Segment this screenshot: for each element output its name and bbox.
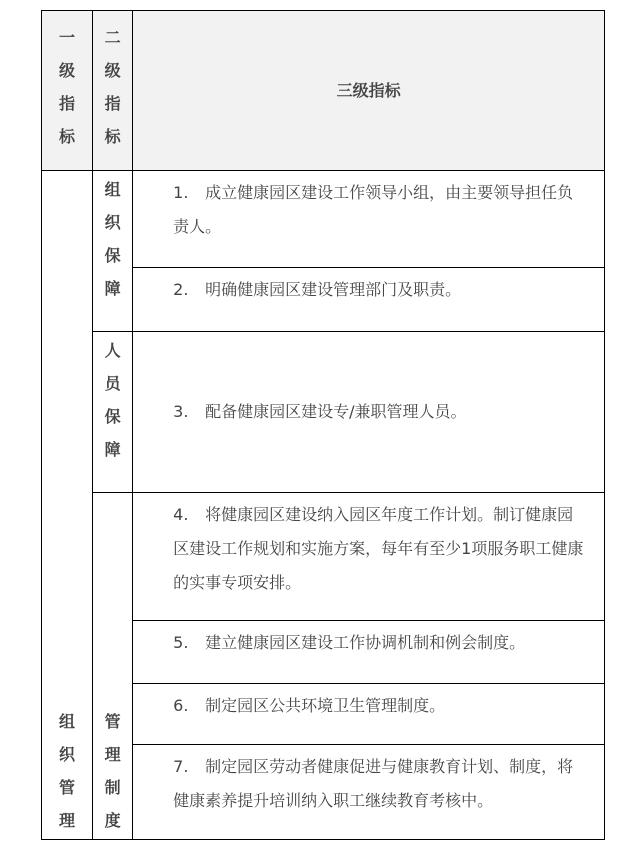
item-cell: 1. 成立健康园区建设工作领导小组，由主要领导担任负责人。 bbox=[133, 171, 605, 268]
item-cell: 5. 建立健康园区建设工作协调机制和例会制度。 bbox=[133, 621, 605, 684]
level2-cell: 组织保障 bbox=[93, 171, 133, 332]
table-row bbox=[42, 332, 605, 493]
item-cell: 3. 配备健康园区建设专/兼职管理人员。 bbox=[133, 332, 605, 493]
indicator-table bbox=[41, 10, 605, 840]
table-header-row bbox=[42, 11, 605, 171]
header-level2: 二级指标 bbox=[93, 11, 133, 171]
item-cell: 6. 制定园区公共环境卫生管理制度。 bbox=[133, 684, 605, 745]
table-row bbox=[42, 171, 605, 268]
header-level3: 三级指标 bbox=[133, 11, 605, 171]
item-cell: 4. 将健康园区建设纳入园区年度工作计划。制订健康园区建设工作规划和实施方案，每年有至少1项服务职工健康的实事专项安排。 bbox=[133, 493, 605, 621]
item-cell: 7. 制定园区劳动者健康促进与健康教育计划、制度，将健康素养提升培训纳入职工继续教育考核中。 bbox=[133, 745, 605, 840]
header-level1: 一级指标 bbox=[42, 11, 93, 171]
item-cell: 2. 明确健康园区建设管理部门及职责。 bbox=[133, 268, 605, 332]
level2-cell: 管理制度 bbox=[93, 493, 133, 840]
level1-cell: 组织管理 bbox=[42, 171, 93, 840]
level2-cell: 人员保障 bbox=[93, 332, 133, 493]
table-row bbox=[42, 493, 605, 621]
